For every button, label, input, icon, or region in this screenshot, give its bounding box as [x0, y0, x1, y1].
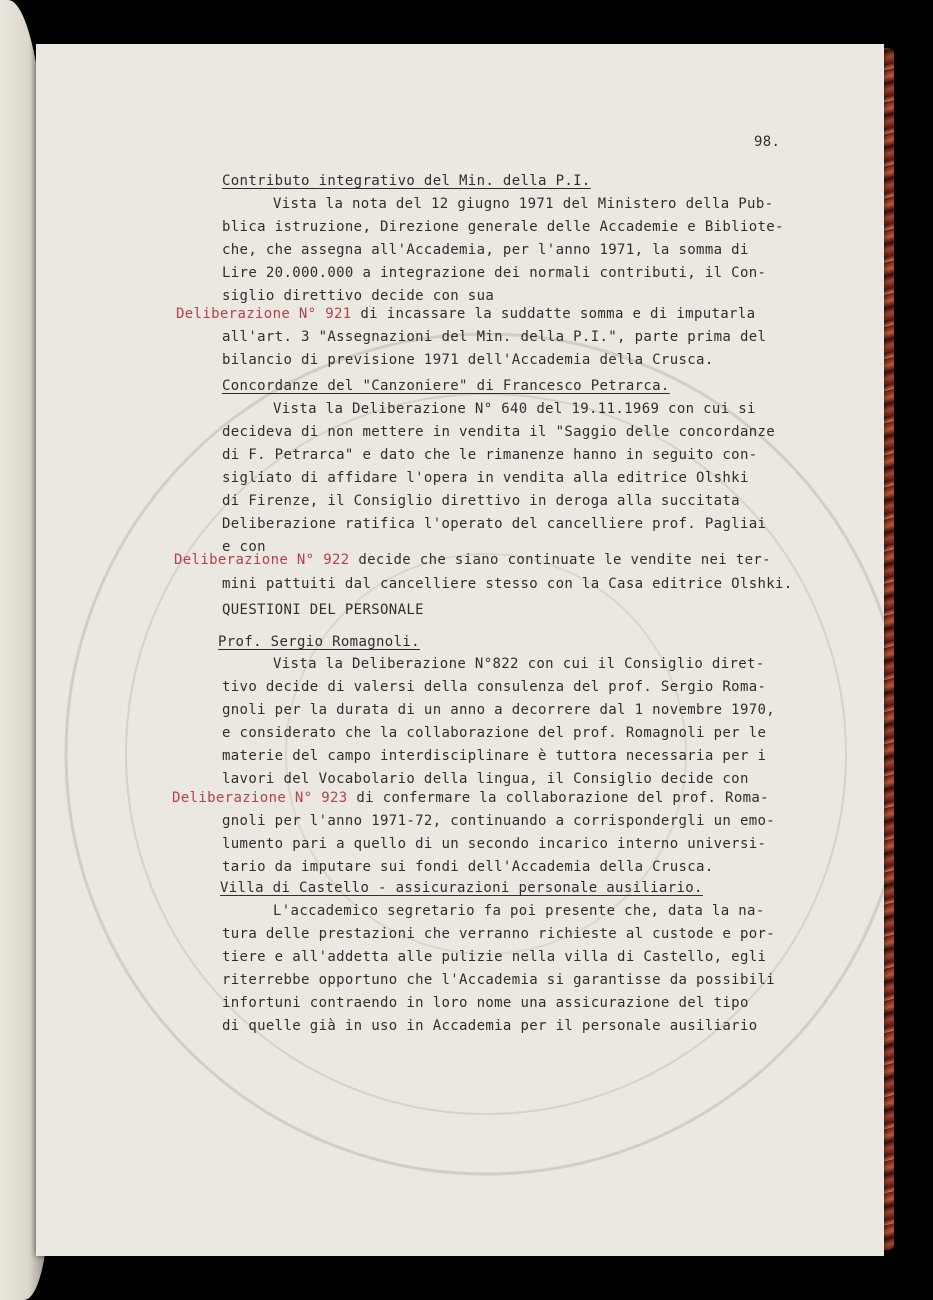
text-line: Vista la nota del 12 giugno 1971 del Ministero della Pub-: [273, 196, 774, 212]
text-line: sigliato di affidare l'opera in vendita alla editrice Olshki: [222, 470, 749, 486]
text-line: tiere e all'addetta alle pulizie nella villa di Castello, egli: [222, 949, 767, 965]
text-line: di F. Petrarca" e dato che le rimanenze hanno in seguito con-: [222, 447, 758, 463]
text-line: lumento pari a quello di un secondo incarico interno universi-: [222, 836, 767, 852]
text-line: tura delle prestazioni che verranno richieste al custode e por-: [222, 926, 776, 942]
deliberation-text: di confermare la collaborazione del prof. Roma-: [347, 790, 769, 806]
heading-contributo: Contributo integrativo del Min. della P.I.: [222, 173, 591, 189]
text-line: gnoli per la durata di un anno a decorrere dal 1 novembre 1970,: [222, 702, 776, 718]
heading-concordanze: Concordanze del "Canzoniere" di Francesco Petrarca.: [222, 378, 670, 394]
heading-romagnoli: Prof. Sergio Romagnoli.: [218, 634, 420, 650]
deliberation-line: [176, 305, 755, 323]
deliberation-line: [172, 789, 769, 807]
text-line: tivo decide di valersi della consulenza del prof. Sergio Roma-: [222, 679, 767, 695]
deliberation-922-label: Deliberazione N° 922: [174, 552, 350, 568]
heading-villa-castello: Villa di Castello - assicurazioni personale ausiliario.: [220, 880, 703, 896]
text-line: lavori del Vocabolario della lingua, il Consiglio decide con: [222, 771, 749, 787]
text-line: di quelle già in uso in Accademia per il personale ausiliario: [222, 1018, 758, 1034]
text-line: infortuni contraendo in loro nome una assicurazione del tipo: [222, 995, 749, 1011]
deliberation-text: di incassare la suddatte somma e di imputarla: [351, 306, 756, 322]
page-number: 98.: [754, 134, 781, 150]
text-line: riterrebbe opportuno che l'Accademia si garantisse da possibili: [222, 972, 776, 988]
deliberation-line: [174, 551, 771, 569]
text-line: siglio direttivo decide con sua: [222, 288, 495, 304]
text-line: Vista la Deliberazione N° 640 del 19.11.1969 con cui si: [273, 401, 756, 417]
deliberation-text: decide che siano continuate le vendite nei ter-: [349, 552, 771, 568]
text-line: decideva di non mettere in vendita il "Saggio delle concordanze: [222, 424, 776, 440]
text-line: Lire 20.000.000 a integrazione dei normali contributi, il Con-: [222, 265, 767, 281]
text-line: Vista la Deliberazione N°822 con cui il Consiglio diret-: [273, 656, 765, 672]
text-line: L'accademico segretario fa poi presente che, data la na-: [273, 903, 765, 919]
text-line: tario da imputare sui fondi dell'Accademia della Crusca.: [222, 859, 714, 875]
text-line: bilancio di previsione 1971 dell'Accademia della Crusca.: [222, 352, 714, 368]
deliberation-921-label: Deliberazione N° 921: [176, 306, 352, 322]
text-line: gnoli per l'anno 1971-72, continuando a corrispondergli un emo-: [222, 813, 776, 829]
text-line: e con: [222, 539, 266, 555]
text-line: materie del campo interdisciplinare è tuttora necessaria per i: [222, 748, 767, 764]
document-page: [36, 44, 884, 1256]
text-line: di Firenze, il Consiglio direttivo in deroga alla succitata: [222, 493, 740, 509]
text-line: che, che assegna all'Accademia, per l'anno 1971, la somma di: [222, 242, 749, 258]
deliberation-923-label: Deliberazione N° 923: [172, 790, 348, 806]
text-line: mini pattuiti dal cancelliere stesso con la Casa editrice Olshki.: [222, 576, 793, 592]
text-line: e considerato che la collaborazione del prof. Romagnoli per le: [222, 725, 767, 741]
heading-questioni-personale: QUESTIONI DEL PERSONALE: [222, 602, 424, 618]
text-line: Deliberazione ratifica l'operato del cancelliere prof. Pagliai: [222, 516, 767, 532]
text-line: all'art. 3 "Assegnazioni del Min. della P.I.", parte prima del: [222, 329, 767, 345]
text-line: blica istruzione, Direzione generale delle Accademie e Bibliote-: [222, 219, 784, 235]
